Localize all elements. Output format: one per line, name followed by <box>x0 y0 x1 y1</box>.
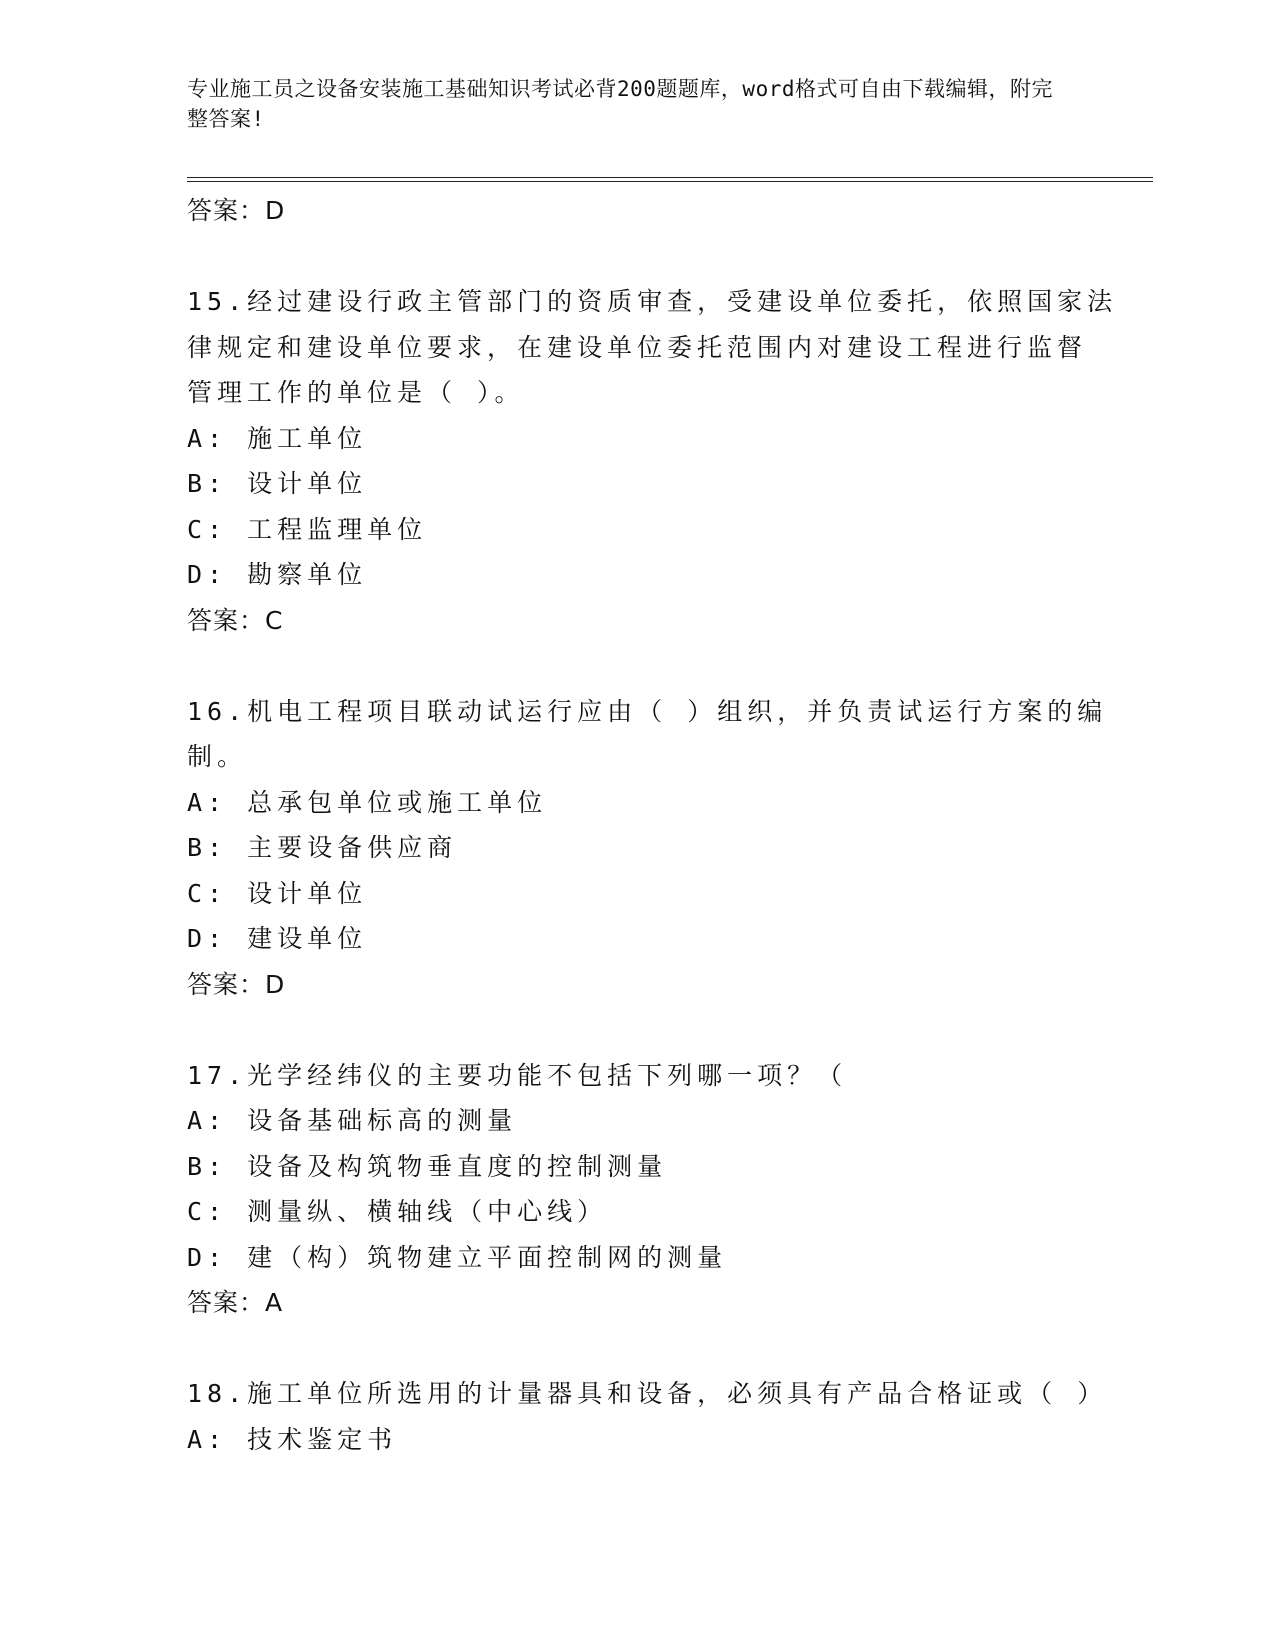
question-block <box>187 279 1118 643</box>
option-b: B: 设备及构筑物垂直度的控制测量 <box>187 1151 668 1181</box>
spacer <box>187 643 1077 689</box>
answer-line: 答案：D <box>187 969 286 999</box>
spacer <box>187 1326 1077 1372</box>
option-d: D: 勘察单位 <box>187 560 368 589</box>
option-c: C: 设计单位 <box>187 878 368 908</box>
answer-line: 答案：D <box>187 196 286 225</box>
question-block <box>187 1053 1077 1326</box>
option-d: D: 建设单位 <box>187 924 368 953</box>
option-c: C: 测量纵、横轴线（中心线） <box>187 1197 608 1226</box>
spacer <box>187 1007 1077 1053</box>
question-block <box>187 1371 1108 1462</box>
header-rule-top <box>187 177 1153 178</box>
question-text-line: 16.机电工程项目联动试运行应由（ ）组织，并负责试运行方案的编 <box>187 696 1108 726</box>
answer-line: 答案：C <box>187 605 284 635</box>
question-text-line: 管理工作的单位是（ ）。 <box>187 378 525 407</box>
option-b: B: 设计单位 <box>187 469 368 498</box>
option-a: A: 施工单位 <box>187 423 368 453</box>
option-a: A: 技术鉴定书 <box>187 1424 398 1454</box>
question-text-line: 17.光学经纬仪的主要功能不包括下列哪一项？（ <box>187 1060 848 1090</box>
option-d: D: 建（构）筑物建立平面控制网的测量 <box>187 1242 728 1272</box>
question-block <box>187 689 1108 1008</box>
option-a: A: 设备基础标高的测量 <box>187 1106 518 1135</box>
question-text-line: 制。 <box>187 742 248 771</box>
question-text-line: 15.经过建设行政主管部门的资质审查，受建设单位委托，依照国家法 <box>187 287 1118 316</box>
header-rule-bottom <box>187 181 1153 182</box>
option-a: A: 总承包单位或施工单位 <box>187 787 548 817</box>
option-b: B: 主要设备供应商 <box>187 833 458 862</box>
question-text-line: 18.施工单位所选用的计量器具和设备，必须具有产品合格证或（ ） <box>187 1379 1108 1408</box>
option-c: C: 工程监理单位 <box>187 514 428 544</box>
document-body <box>187 188 1118 1462</box>
spacer <box>187 234 1077 280</box>
document-header: 专业施工员之设备安装施工基础知识考试必背200题题库，word格式可自由下载编辑，附完整答案! <box>187 77 1053 131</box>
question-text-line: 律规定和建设单位要求，在建设单位委托范围内对建设工程进行监督 <box>187 332 1088 362</box>
answer-line: 答案：A <box>187 1288 284 1317</box>
